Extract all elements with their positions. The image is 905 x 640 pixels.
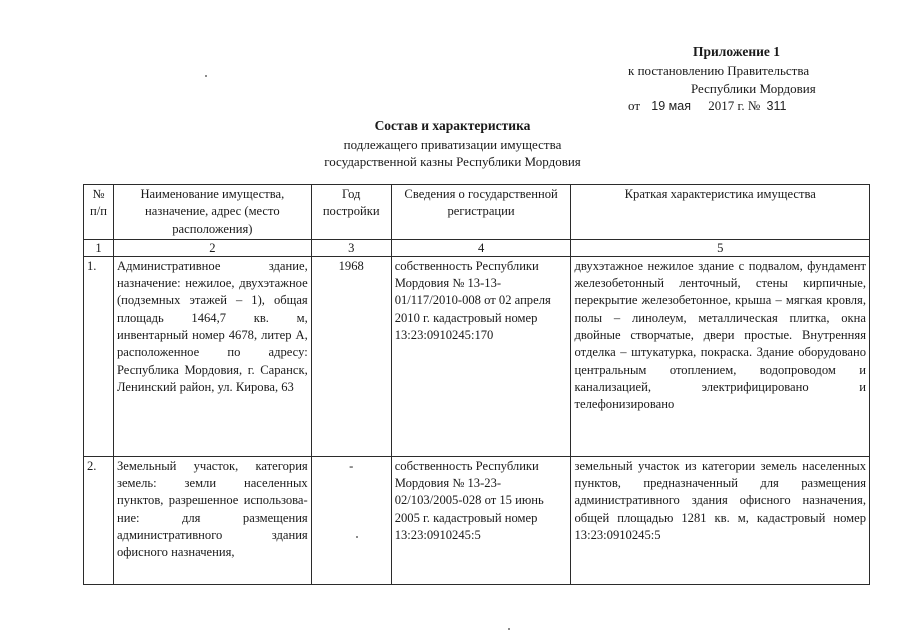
col-number: 1 <box>84 239 114 256</box>
appendix-line-2: Республики Мордовия <box>691 81 816 96</box>
row-year: 1968 <box>311 256 391 456</box>
row-num: 1. <box>84 256 114 456</box>
row-description: двухэтажное нежилое здание с подвалом, фундамент железобетонный ленточный, стены кирпичные, перекрытие железобетонное, крыша – мягкая кровля, полы – линолеум, металлическая плитка, окна двойные створчатые, двери простые. Внутренняя отделка – штукатурка, покраска. Здание оборудовано центральным отоплением, водопроводом и канализацией, электрифицировано и телефонизировано <box>571 256 870 456</box>
row-registration: собственность Республики Мордовия № 13-13-01/117/2010-008 от 02 апреля 2010 г. кадастровый номер 13:23:0910245:170 <box>391 256 571 456</box>
table-header-row <box>84 185 870 240</box>
header-year: Год постройки <box>311 185 391 240</box>
col-number: 2 <box>113 239 311 256</box>
row-num: 2. <box>84 456 114 584</box>
date-year: 2017 г. № <box>708 98 761 113</box>
scan-speck <box>205 75 207 77</box>
doc-number: 311 <box>766 99 787 113</box>
document-title: Состав и характеристика <box>374 118 531 133</box>
row-name: Административное здание, назначение: нежилое, двухэтажное (подземных этажей – 1), общая площадь 1464,7 кв. м, инвентарный номер 4678, литер А, расположенное по адресу: Республика Мордовия, г. Саранск, Ленинский район, ул. Кирова, 63 <box>113 256 311 456</box>
date-prefix: от <box>628 98 641 113</box>
appendix-line-1: к постановлению Правительства <box>628 63 810 78</box>
header-num: № п/п <box>84 185 114 240</box>
row-description: земельный участок из категории земель населенных пунктов, предназначенный для размещения административного здания офисного назначения, общей площадью 1281 кв. м, кадастровый номер 13:23:0910245:5 <box>571 456 870 584</box>
document-subtitle-2: государственной казны Республики Мордовия <box>324 154 581 169</box>
row-name: Земельный участок, категория земель: земли населенных пунктов, разрешенное использова-ние: для размещения административного здания офисного назначения, <box>113 456 311 584</box>
appendix-title: Приложение 1 <box>693 44 781 59</box>
col-number: 4 <box>391 239 571 256</box>
property-table <box>83 184 870 585</box>
header-registration: Сведения о государственной регистрации <box>391 185 571 240</box>
column-number-row <box>84 239 870 256</box>
document-subtitle-1: подлежащего приватизации имущества <box>343 137 562 152</box>
header-description: Краткая характеристика имущества <box>571 185 870 240</box>
scan-speck <box>508 628 510 630</box>
col-number: 5 <box>571 239 870 256</box>
row-registration: собственность Республики Мордовия № 13-23-02/103/2005-028 от 15 июнь 2005 г. кадастровый номер 13:23:0910245:5 <box>391 456 571 584</box>
date-day-month: 19 мая <box>651 99 691 113</box>
row-year: - <box>311 456 391 584</box>
col-number: 3 <box>311 239 391 256</box>
header-name: Наименование имущества, назначение, адрес (место расположения) <box>113 185 311 240</box>
table-row <box>84 456 870 584</box>
appendix-date-line <box>628 98 786 114</box>
table-row <box>84 256 870 456</box>
